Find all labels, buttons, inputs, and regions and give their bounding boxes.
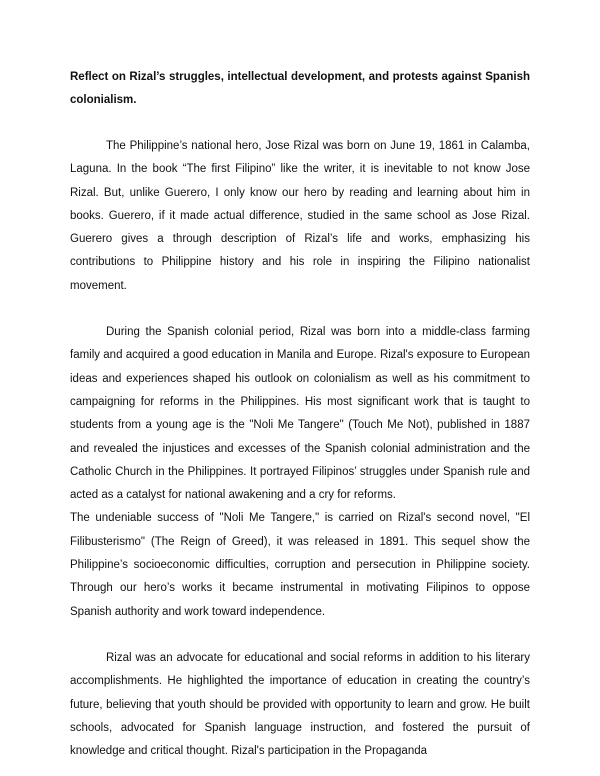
spacer <box>70 112 530 135</box>
spacer <box>70 624 530 647</box>
paragraph-4: Rizal was an advocate for educational and social reforms in addition to his literary accomplishments. He highlighted the importance of education in creating the country’s future, believing that youth should be provided with opportunity to learn and grow. He built schools, advocated for Spanish language instruction, and fostered the pursuit of knowledge and critical thought. Rizal's participation in the Propaganda <box>70 651 530 758</box>
paragraph-2: During the Spanish colonial period, Rizal was born into a middle-class farming family and acquired a good education in Manila and Europe. Rizal's exposure to European ideas and experiences shaped his outlook on colonialism as well as his commitment to campaigning for reforms in the Philippines. His most significant work that is taught to students from a young age is the "Noli Me Tangere" (Touch Me Not), published in 1887 and revealed the injustices and excesses of the Spanish colonial administration and the Catholic Church in the Philippines. It portrayed Filipinos’ struggles under Spanish rule and acted as a catalyst for national awakening and a cry for reforms. <box>70 326 530 502</box>
paragraph-3: The undeniable success of "Noli Me Tangere," is carried on Rizal's second novel, "El Filibusterismo" (The Reign of Greed), it was released in 1891. This sequel show the Philippine’s socioeconomic difficulties, corruption and persecution in Philippine society. Through our hero’s works it became instrumental in motivating Filipinos to oppose Spanish authority and work toward independence. <box>70 512 530 618</box>
document-title: Reflect on Rizal’s struggles, intellectual development, and protests against Spanish colonialism. <box>70 71 530 106</box>
spacer <box>70 298 530 321</box>
document-body <box>70 66 530 763</box>
paragraph-1: The Philippine’s national hero, Jose Rizal was born on June 19, 1861 in Calamba, Laguna. In the book “The first Filipino” like the writer, it is inevitable to not know Jose Rizal. But, unlike Guerero, I only know our hero by reading and learning about him in books. Guerero, if it made actual difference, studied in the same school as Jose Rizal. Guerero gives a through description of Rizal’s life and works, emphasizing his contributions to Philippine history and his role in inspiring the Filipino nationalist movement. <box>70 140 530 292</box>
